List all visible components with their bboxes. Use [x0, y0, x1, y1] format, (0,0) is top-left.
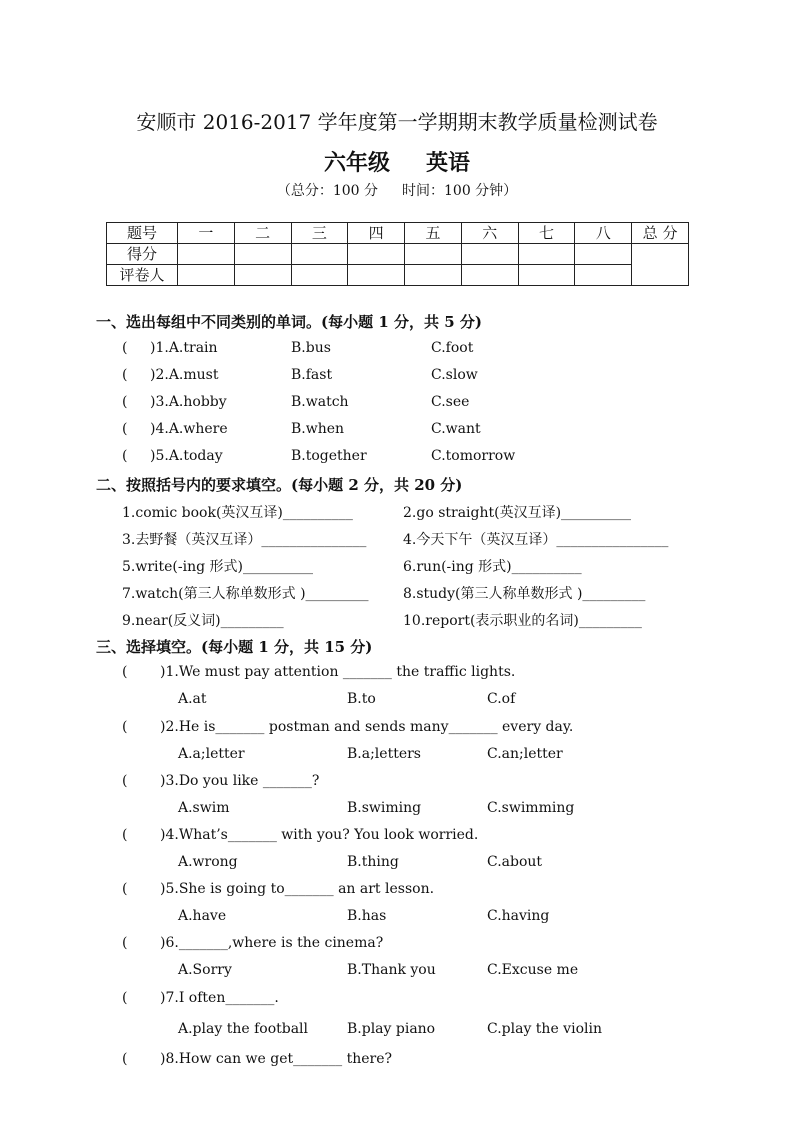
question-stem: )2.He is_______ postman and sends many_______ every day.: [160, 719, 574, 735]
option-a: )3.A.hobby: [150, 394, 227, 410]
fill-item: 5.write(-ing 形式)__________: [122, 559, 313, 575]
score-col-6: 六: [461, 223, 518, 244]
option-b: B.together: [291, 448, 367, 464]
option-b: B.when: [291, 421, 345, 437]
score-cell: [348, 244, 405, 265]
option-a: A.wrong: [178, 854, 238, 870]
score-cell: [405, 244, 462, 265]
score-cell: [461, 244, 518, 265]
option-b: B.watch: [291, 394, 349, 410]
grader-cell: [405, 265, 462, 286]
answer-bracket: (: [122, 881, 128, 897]
answer-bracket: (: [122, 773, 128, 789]
grade-subject: [0, 146, 794, 177]
option-a: A.at: [178, 691, 207, 707]
option-a: A.play the football: [178, 1021, 309, 1037]
grader-cell: [518, 265, 575, 286]
score-table-col-header: 题号: [107, 223, 178, 244]
score-table-header-row: [107, 223, 689, 244]
answer-bracket: (: [122, 367, 128, 383]
exam-title: 安顺市 2016-2017 学年度第一学期期末教学质量检测试卷: [136, 110, 658, 134]
grader-cell: [178, 265, 235, 286]
grader-cell: [291, 265, 348, 286]
fill-item: 6.run(-ing 形式)__________: [403, 559, 582, 575]
grader-cell: [234, 265, 291, 286]
answer-bracket: (: [122, 935, 128, 951]
answer-bracket: (: [122, 719, 128, 735]
section2-heading: 二、按照括号内的要求填空。(每小题 2 分，共 20 分): [96, 476, 463, 494]
fill-item: 4.今天下午（英汉互译）________________: [403, 532, 669, 548]
fill-item: 9.near(反义词)_________: [122, 613, 284, 629]
option-c: C.an;letter: [487, 746, 563, 762]
option-b: B.has: [347, 908, 387, 924]
option-b: B.a;letters: [347, 746, 421, 762]
grader-cell: [348, 265, 405, 286]
section1-heading: 一、选出每组中不同类别的单词。(每小题 1 分，共 5 分): [96, 313, 482, 331]
option-c: C.slow: [431, 367, 478, 383]
option-c: C.swimming: [487, 800, 575, 816]
score-col-4: 四: [348, 223, 405, 244]
section3-heading: 三、选择填空。(每小题 1 分，共 15 分): [96, 638, 373, 656]
option-c: C.see: [431, 394, 470, 410]
score-col-5: 五: [405, 223, 462, 244]
grader-cell: [461, 265, 518, 286]
option-b: B.play piano: [347, 1021, 436, 1037]
answer-bracket: (: [122, 827, 128, 843]
score-col-3: 三: [291, 223, 348, 244]
option-c: C.tomorrow: [431, 448, 516, 464]
score-cell: [291, 244, 348, 265]
option-a: A.have: [178, 908, 227, 924]
fill-item: 8.study(第三人称单数形式 )_________: [403, 586, 646, 602]
answer-bracket: (: [122, 448, 128, 464]
question-stem: )1.We must pay attention _______ the traffic lights.: [160, 664, 516, 680]
answer-bracket: (: [122, 340, 128, 356]
option-b: B.to: [347, 691, 376, 707]
option-a: )1.A.train: [150, 340, 218, 356]
option-b: B.fast: [291, 367, 333, 383]
fill-item: 1.comic book(英汉互译)__________: [122, 505, 353, 521]
option-b: B.swiming: [347, 800, 422, 816]
fill-item: 7.watch(第三人称单数形式 )_________: [122, 586, 369, 602]
option-a: )2.A.must: [150, 367, 219, 383]
question-stem: )8.How can we get_______ there?: [160, 1051, 392, 1067]
option-c: C.Excuse me: [487, 962, 579, 978]
option-b: B.Thank you: [347, 962, 436, 978]
option-c: C.having: [487, 908, 550, 924]
grade-label: 六年级: [323, 150, 390, 176]
score-col-total: 总 分: [632, 223, 689, 244]
fill-item: 10.report(表示职业的名词)_________: [403, 613, 642, 629]
score-table: [106, 222, 689, 286]
score-col-1: 一: [178, 223, 235, 244]
option-c: C.foot: [431, 340, 474, 356]
total-score-cell: [632, 244, 689, 286]
subject-label: 英语: [426, 150, 471, 176]
time-info: 时间：100 分钟）: [402, 183, 518, 199]
score-cell: [178, 244, 235, 265]
score-col-8: 八: [575, 223, 632, 244]
score-cell: [234, 244, 291, 265]
option-a: )5.A.today: [150, 448, 223, 464]
score-cell: [518, 244, 575, 265]
answer-bracket: (: [122, 1051, 128, 1067]
exam-info: [0, 180, 794, 200]
question-stem: )3.Do you like _______?: [160, 773, 320, 789]
score-table-grader-row: [107, 265, 689, 286]
answer-bracket: (: [122, 664, 128, 680]
score-col-2: 二: [234, 223, 291, 244]
option-c: C.about: [487, 854, 543, 870]
total-score-info: （总分：100 分: [276, 183, 378, 199]
question-stem: )5.She is going to_______ an art lesson.: [160, 881, 435, 897]
question-stem: )7.I often_______.: [160, 990, 279, 1006]
score-table-score-row: [107, 244, 689, 265]
option-a: A.a;letter: [178, 746, 245, 762]
grader-cell: [575, 265, 632, 286]
score-col-7: 七: [518, 223, 575, 244]
fill-item: 3.去野餐（英汉互译）_______________: [122, 532, 367, 548]
score-row-label: 得分: [107, 244, 178, 265]
question-stem: )6._______,where is the cinema?: [160, 935, 384, 951]
option-a: A.swim: [178, 800, 230, 816]
answer-bracket: (: [122, 394, 128, 410]
answer-bracket: (: [122, 990, 128, 1006]
score-cell: [575, 244, 632, 265]
answer-bracket: (: [122, 421, 128, 437]
option-c: C.play the violin: [487, 1021, 602, 1037]
grader-row-label: 评卷人: [107, 265, 178, 286]
question-stem: )4.What’s_______ with you? You look worried.: [160, 827, 479, 843]
option-c: C.want: [431, 421, 481, 437]
option-a: )4.A.where: [150, 421, 228, 437]
option-b: B.thing: [347, 854, 399, 870]
option-a: A.Sorry: [178, 962, 232, 978]
fill-item: 2.go straight(英汉互译)__________: [403, 505, 632, 521]
option-c: C.of: [487, 691, 516, 707]
option-b: B.bus: [291, 340, 331, 356]
